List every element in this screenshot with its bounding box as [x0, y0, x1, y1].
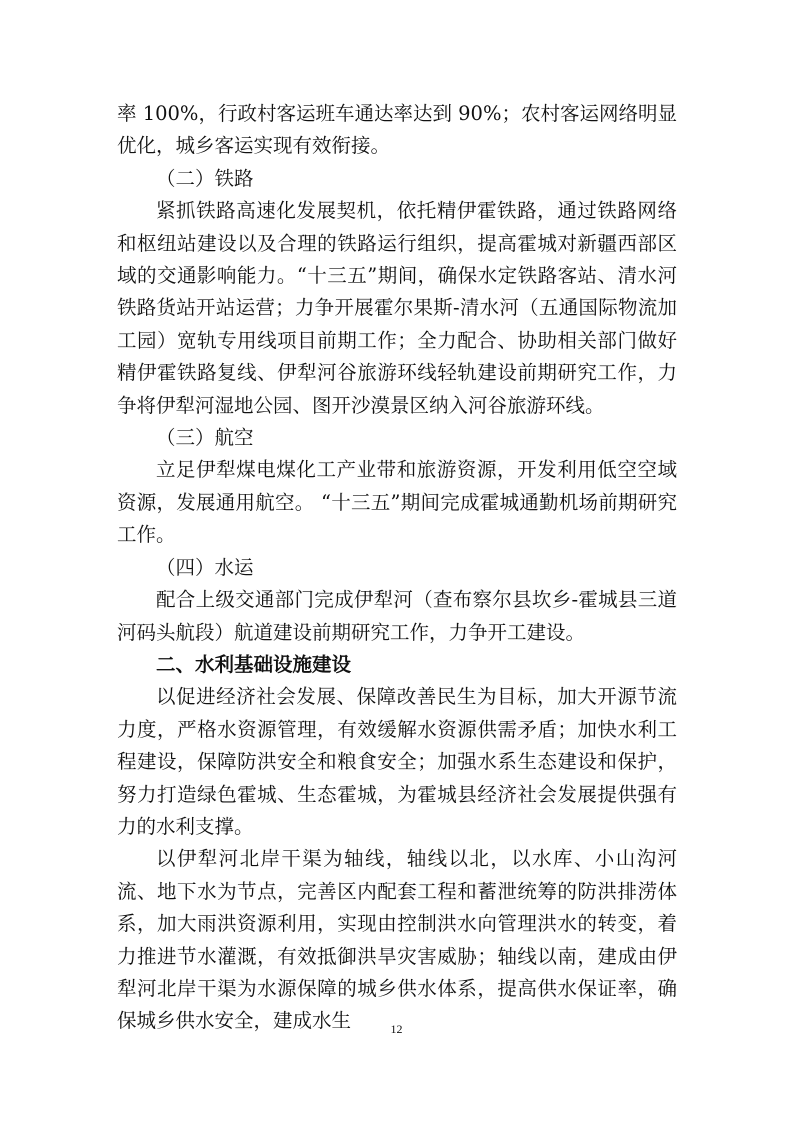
- paragraph-continuation: 率 100%，行政村客运班车通达率达到 90%；农村客运网络明显优化，城乡客运实现有效衔接。: [117, 102, 677, 158]
- paragraph-railway: 紧抓铁路高速化发展契机，依托精伊霍铁路，通过铁路网络和枢纽站建设以及合理的铁路运行组织，提高霍城对新疆西部区域的交通影响能力。“十三五”期间，确保水定铁路客站、清水河铁路货站开站运营；力争开展霍尔果斯-清水河（五通国际物流加工园）宽轨专用线项目前期工作；全力配合、协助相关部门做好精伊霍铁路复线、伊犁河谷旅游环线轻轨建设前期研究工作，力争将伊犁河湿地公园、图开沙漠景区纳入河谷旅游环线。: [117, 199, 677, 417]
- paragraph-water-conservancy-goals: 以促进经济社会发展、保障改善民生为目标，加大开源节流力度，严格水资源管理，有效缓解水资源供需矛盾；加快水利工程建设，保障防洪安全和粮食安全；加强水系生态建设和保护，努力打造绿色霍城、生态霍城，为霍城县经济社会发展提供强有力的水利支撑。: [117, 685, 677, 838]
- paragraph-water-conservancy-axis: 以伊犁河北岸干渠为轴线，轴线以北，以水库、小山沟河流、地下水为节点，完善区内配套工程和蓄泄统筹的防洪排涝体系，加大雨洪资源利用，实现由控制洪水向管理洪水的转变，着力推进节水灌溉，有效抵御洪旱灾害威胁；轴线以南，建成由伊犁河北岸干渠为水源保障的城乡供水体系，提高供水保证率，确保城乡供水安全，建成水生: [117, 847, 677, 1033]
- paragraph-aviation: 立足伊犁煤电煤化工产业带和旅游资源，开发利用低空空域资源，发展通用航空。 “十三五”期间完成霍城通勤机场前期研究工作。: [117, 458, 677, 547]
- subheading-railway: （二）铁路: [156, 166, 254, 190]
- paragraph-water-transport: 配合上级交通部门完成伊犁河（查布察尔县坎乡-霍城县三道河码头航段）航道建设前期研究工作，力争开工建设。: [117, 588, 677, 644]
- subheading-aviation: （三）航空: [156, 426, 254, 450]
- subheading-water-transport: （四）水运: [156, 555, 254, 579]
- section-heading-water-conservancy: 二、水利基础设施建设: [156, 652, 352, 676]
- page-number: 12: [390, 1022, 403, 1036]
- body-text: [117, 98, 677, 1038]
